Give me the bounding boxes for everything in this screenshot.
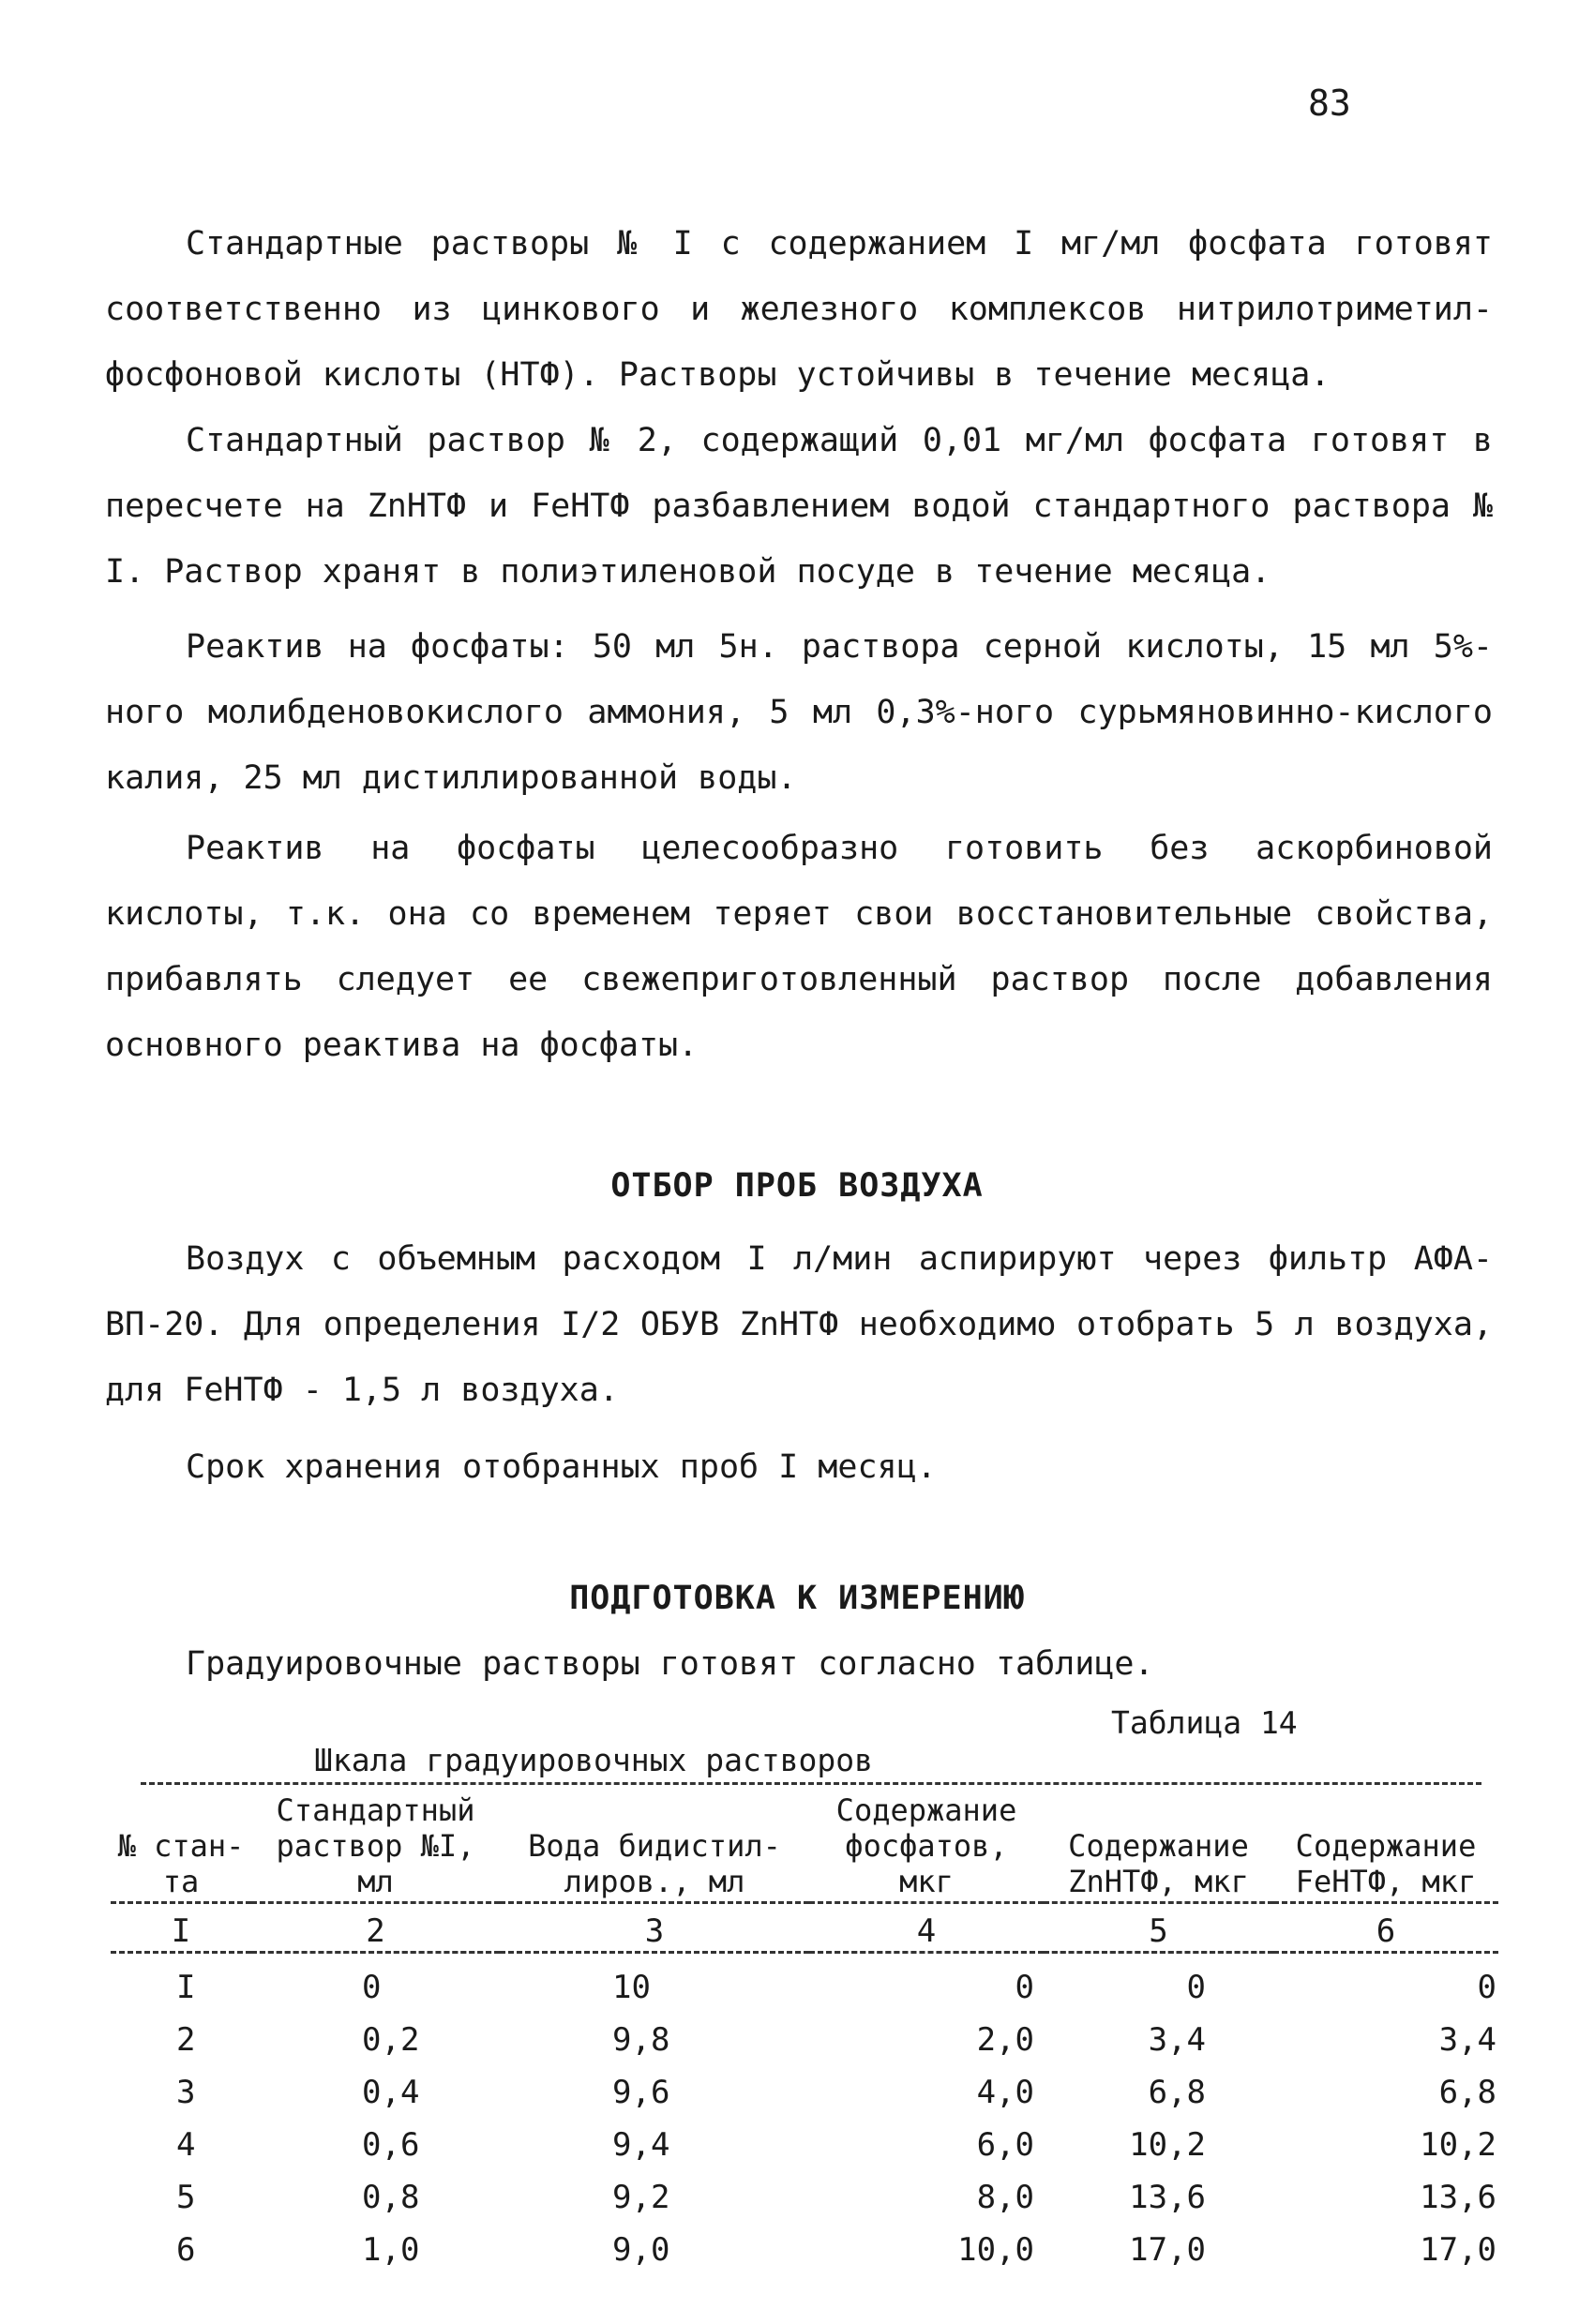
table-row — [111, 2006, 1498, 2059]
paragraph-text: Стандартные растворы № I с содержанием I мг/мл фосфата готовят соответственно из цинкового и железного комплексов нитрилотриметил-фосфоновой кислоты (НТФ). Растворы устойчивы в течение месяца. — [105, 225, 1493, 394]
table-row — [111, 2216, 1498, 2269]
table-cell: 13,6 — [1420, 2179, 1496, 2216]
table-cell: 9,2 — [612, 2179, 670, 2216]
table-cell: 2,0 — [976, 2021, 1034, 2059]
column-header: Содержание FeНТФ, мкг — [1273, 1792, 1498, 1903]
column-header: Вода бидистил-лиров., мл — [500, 1792, 809, 1903]
column-number: 3 — [500, 1903, 809, 1953]
column-header: Содержание фосфатов, мкг — [809, 1792, 1044, 1903]
table-cell: 6 — [176, 2231, 196, 2269]
table-cell: 13,6 — [1129, 2179, 1206, 2216]
column-header: Содержание ZnНТФ, мкг — [1044, 1792, 1273, 1903]
table-row — [111, 2059, 1498, 2111]
paragraph-text: Стандартный раствор № 2, содержащий 0,01 мг/мл фосфата готовят в пересчете на ZnНТФ и FeНТФ разбавлением водой стандартного раствора № I. Раствор хранят в полиэтиленовой посуде в течение месяца. — [105, 422, 1493, 591]
table-cell: 3,4 — [1148, 2021, 1206, 2059]
table-cell: 1,0 — [362, 2231, 420, 2269]
table-cell: 0 — [1186, 1969, 1206, 2006]
table-column-number-row — [111, 1903, 1498, 1953]
paragraph-storage — [105, 1434, 1493, 1500]
table-cell: 9,4 — [612, 2126, 670, 2164]
column-number: 5 — [1044, 1903, 1273, 1953]
table-cell: 9,6 — [612, 2074, 670, 2111]
paragraph-reagent-note — [105, 816, 1493, 1078]
paragraph-text: Градуировочные растворы готовят согласно таблице. — [186, 1645, 1154, 1683]
table-cell: 0,8 — [362, 2179, 420, 2216]
table-cell: 0 — [1015, 1969, 1034, 2006]
column-header: № стан-та — [111, 1792, 251, 1903]
table-title: Шкала градуировочных растворов — [141, 1742, 1481, 1785]
section-heading-air-sampling: ОТБОР ПРОБ ВОЗДУХА — [610, 1167, 984, 1205]
column-header: Стандартный раствор №I, мл — [251, 1792, 500, 1903]
paragraph-preparation — [105, 1631, 1493, 1697]
column-number: 4 — [809, 1903, 1044, 1953]
table-cell: 6,8 — [1148, 2074, 1206, 2111]
table-cell: 0 — [1477, 1969, 1496, 2006]
table-cell: 0,6 — [362, 2126, 420, 2164]
table-label: Таблица 14 — [1111, 1704, 1298, 1741]
paragraph-text: Срок хранения отобранных проб I месяц. — [186, 1448, 937, 1486]
page-number: 83 — [1308, 82, 1351, 124]
table-cell: 17,0 — [1129, 2231, 1206, 2269]
calibration-table — [111, 1792, 1498, 2269]
table-cell: 3 — [176, 2074, 196, 2111]
table-cell: 8,0 — [976, 2179, 1034, 2216]
table-cell: 10,2 — [1420, 2126, 1496, 2164]
table-cell: 6,8 — [1438, 2074, 1496, 2111]
table-cell: 2 — [176, 2021, 196, 2059]
table-cell: 0 — [362, 1969, 382, 2006]
table-cell: 4 — [176, 2126, 196, 2164]
table-cell: 3,4 — [1438, 2021, 1496, 2059]
column-number: 6 — [1273, 1903, 1498, 1953]
table-cell: 17,0 — [1420, 2231, 1496, 2269]
column-number: I — [111, 1903, 251, 1953]
table-cell: 0,2 — [362, 2021, 420, 2059]
table-cell: I — [176, 1969, 196, 2006]
table-cell: 10,0 — [957, 2231, 1034, 2269]
table-row — [111, 2164, 1498, 2216]
table-cell: 10,2 — [1129, 2126, 1206, 2164]
column-number: 2 — [251, 1903, 500, 1953]
paragraph-standard-solution-1 — [105, 211, 1493, 408]
table-cell: 4,0 — [976, 2074, 1034, 2111]
paragraph-standard-solution-2 — [105, 408, 1493, 605]
paragraph-phosphate-reagent — [105, 614, 1493, 811]
table-cell: 0,4 — [362, 2074, 420, 2111]
paragraph-air-sampling — [105, 1226, 1493, 1423]
table-row — [111, 2111, 1498, 2164]
paragraph-text: Реактив на фосфаты целесообразно готовить без аскорбиновой кислоты, т.к. она со временем теряет свои восстановительные свойства, прибавлять следует ее свежеприготовленный раствор после добавления основного реактива на фосфаты. — [105, 830, 1493, 1064]
paragraph-text: Реактив на фосфаты: 50 мл 5н. раствора серной кислоты, 15 мл 5%-ного молибденовокислого аммония, 5 мл 0,3%-ного сурьмяновинно-кислого калия, 25 мл дистиллированной воды. — [105, 628, 1493, 797]
table-cell: 10 — [612, 1969, 651, 2006]
table-cell: 6,0 — [976, 2126, 1034, 2164]
table-cell: 9,8 — [612, 2021, 670, 2059]
section-heading-preparation: ПОДГОТОВКА К ИЗМЕРЕНИЮ — [569, 1580, 1025, 1617]
paragraph-text: Воздух с объемным расходом I л/мин аспирируют через фильтр АФА-ВП-20. Для определения I/2 ОБУВ ZnНТФ необходимо отобрать 5 л воздуха, для FeНТФ - 1,5 л воздуха. — [105, 1240, 1493, 1409]
table-cell: 9,0 — [612, 2231, 670, 2269]
table-row — [111, 1953, 1498, 2007]
table-header-row — [111, 1792, 1498, 1903]
table-cell: 5 — [176, 2179, 196, 2216]
